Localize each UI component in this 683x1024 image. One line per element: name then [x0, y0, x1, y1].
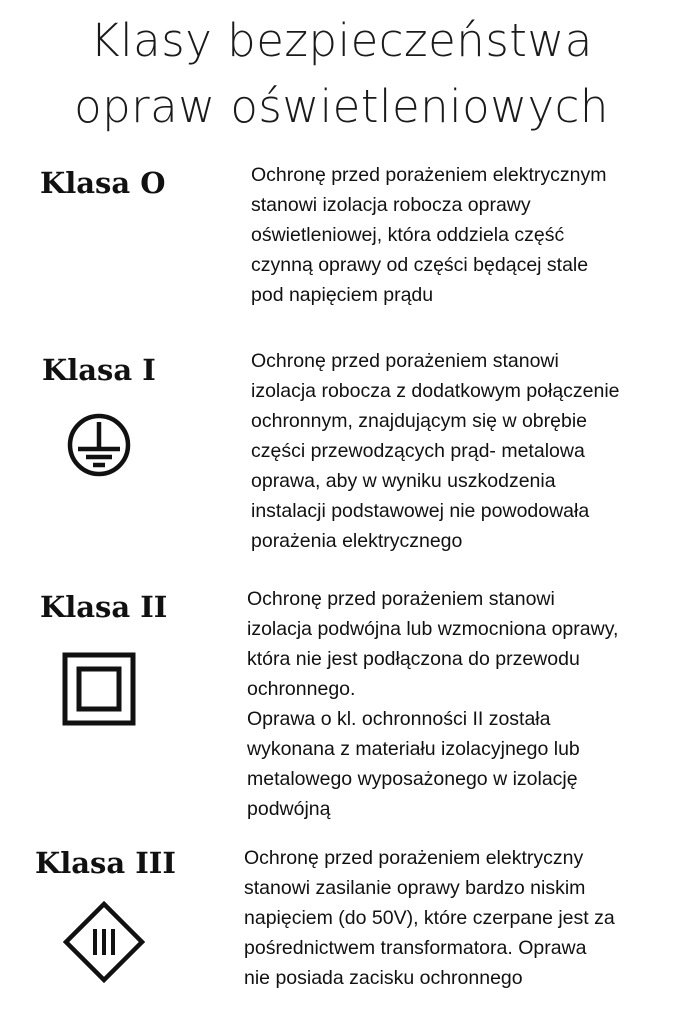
class-1-label: Klasa I — [42, 353, 156, 387]
class-2-description-line: podwójną — [247, 798, 331, 820]
class-2-description-line: wykonana z materiału izolacyjnego lub — [247, 738, 580, 760]
class-1-description-line: instalacji podstawowej nie powodowała — [251, 500, 590, 522]
class-3-description-line: stanowi zasilanie oprawy bardzo niskim — [244, 877, 586, 899]
class-3-description-line: nie posiada zacisku ochronnego — [244, 967, 523, 989]
class-1-description-line: oprawa, aby w wyniku uszkodzenia — [251, 470, 556, 492]
protective-earth-icon — [66, 412, 132, 478]
class-3-description-line: Ochronę przed porażeniem elektryczny — [244, 847, 584, 869]
class-2-description — [247, 584, 618, 824]
class-3-description — [244, 843, 615, 993]
class-2-description-line: metalowego wyposażonego w izolację — [247, 768, 578, 790]
class-1-description-line: izolacja robocza z dodatkowym połączenie — [251, 380, 620, 402]
class-1-description-line: części przewodzących prąd- metalowa — [251, 440, 585, 462]
class-0-description — [251, 160, 607, 310]
class-3-description-line: napięciem (do 50V), które czerpane jest za — [244, 907, 615, 929]
class-0-description-line: stanowi izolacja robocza oprawy — [251, 194, 531, 216]
class-1-description-line: Ochronę przed porażeniem stanowi — [251, 350, 559, 372]
page-title-line-1: Klasy bezpieczeństwa — [90, 14, 593, 67]
class-0-description-line: oświetleniowej, która oddziela część — [251, 224, 565, 246]
class-1-description — [251, 346, 620, 556]
class-2-label: Klasa II — [40, 590, 168, 624]
class-2-description-line: izolacja podwójna lub wzmocniona oprawy, — [247, 618, 619, 640]
page-title-line-2: opraw oświetleniowych — [74, 80, 609, 133]
class-2-description-line: Ochronę przed porażeniem stanowi — [247, 588, 555, 610]
class-2-description-line: ochronnego. — [247, 678, 356, 700]
class-0-description-line: czynną oprawy od części będącej stale — [251, 254, 589, 276]
safety-extra-low-voltage-icon — [62, 900, 146, 984]
class-2-description-line: która nie jest podłączona do przewodu — [247, 648, 580, 670]
double-insulation-icon — [62, 652, 136, 726]
class-1-description-line: ochronnym, znajdującym się w obrębie — [251, 410, 587, 432]
class-2-description-line: Oprawa o kl. ochronności II została — [247, 708, 551, 730]
class-3-description-line: pośrednictwem transformatora. Oprawa — [244, 937, 587, 959]
class-0-description-line: Ochronę przed porażeniem elektrycznym — [251, 164, 607, 186]
class-0-label: Klasa O — [40, 166, 166, 200]
class-0-description-line: pod napięciem prądu — [251, 284, 434, 306]
page-title — [0, 8, 683, 140]
class-1-description-line: porażenia elektrycznego — [251, 530, 463, 552]
class-3-label: Klasa III — [35, 846, 176, 880]
